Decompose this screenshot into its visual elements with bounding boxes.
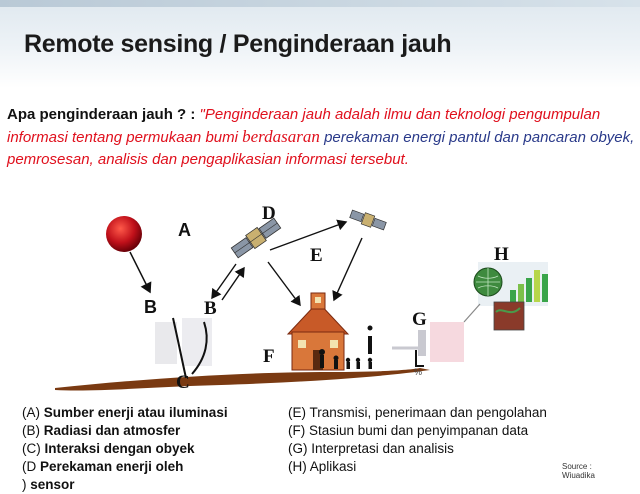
legend-item-f: (F) Stasiun bumi dan penyimpanan data [288,423,529,438]
ground-station-icon [288,293,348,370]
sensor-arrow-down [212,264,236,298]
legend-item-g: (G) Interpretasi dan analisis [288,441,454,456]
remote-sensing-diagram [0,195,640,405]
legend-right [288,404,547,476]
definition-part-2: berdasaran [242,127,320,146]
percent-glyph: % [414,367,423,377]
header-top-bar [0,0,640,7]
downlink-arrow-e [334,238,362,300]
interpretation-stand [418,330,426,356]
radiation-arrow [130,252,150,292]
definition-text [7,104,637,171]
label-e: E [310,245,323,266]
ghost-block [155,322,177,364]
label-b-1: B [144,297,157,317]
legend-item-b: (B) Radiasi dan atmosfer [22,423,181,438]
label-a: A [178,220,191,240]
definition-part-1: "Penginderaan jauh adalah ilmu dan teknologi pengumpulan informasi tentang permukaan bumi [7,106,601,146]
legend-item-e: (E) Transmisi, penerimaan dan pengolahan [288,405,547,420]
definition-question: Apa penginderaan jauh ? : [7,106,196,123]
legend-item-d-cont: ) sensor [22,477,75,492]
legend-item-c: (C) Interaksi dengan obyek [22,441,195,456]
label-b-2: B [204,298,217,319]
source-note: Source : Wiuadika [562,462,595,480]
definition-part-3: perekaman energi pantul dan pancaran obyek, [324,129,635,146]
definition-part-4: pemrosesan, analisis dan pengaplikasian informasi tersebut. [7,151,409,168]
downlink-arrow-d [268,262,300,305]
map-thumbnail-icon [494,302,524,330]
slide-title: Remote sensing / Penginderaan jauh [24,30,452,58]
uplink-arrow [270,222,346,250]
label-c: C [176,372,190,393]
interpretation-panel [430,322,464,362]
label-f: F [263,346,275,367]
legend-item-a: (A) Sumber enerji atau iluminasi [22,405,228,420]
legend-left [22,404,228,492]
legend-item-h: (H) Aplikasi [288,459,357,474]
application-arrow [464,304,480,322]
antenna-icon [368,326,373,355]
ground-surface [55,368,430,391]
sun-icon [106,216,142,252]
legend-item-d: (D Perekaman enerji oleh [22,459,184,474]
sensor-arrow-up [222,268,244,300]
label-h: H [494,244,509,265]
label-d: D [262,203,276,224]
label-g: G [412,309,427,330]
relay-satellite-icon [349,208,387,232]
